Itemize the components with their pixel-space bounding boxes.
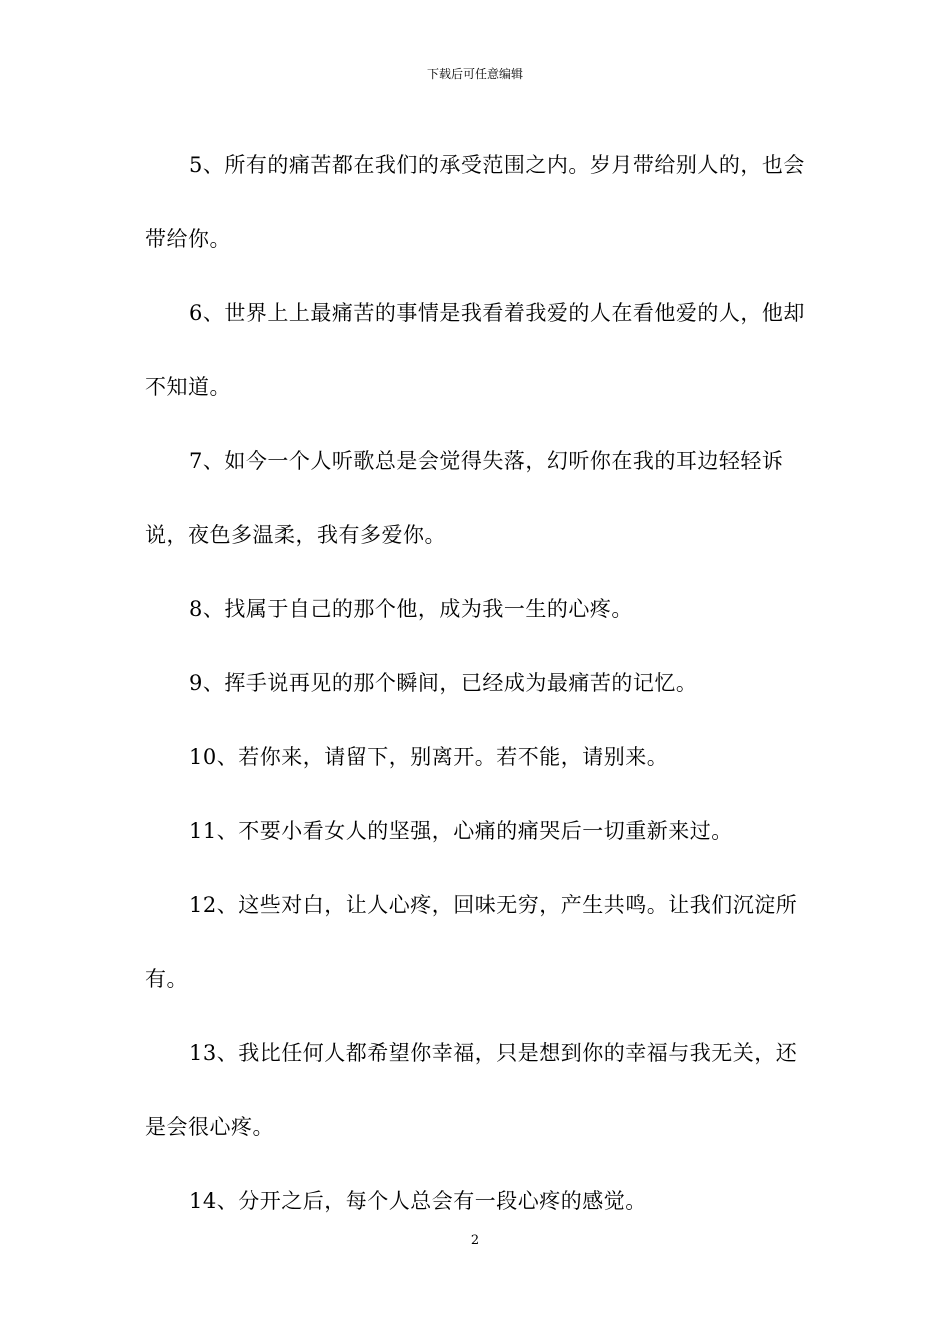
- paragraph-8: 8、找属于自己的那个他，成为我一生的心疼。: [189, 597, 633, 621]
- paragraph-14: 14、分开之后，每个人总会有一段心疼的感觉。: [189, 1189, 647, 1213]
- paragraph-7: 7、如今一个人听歌总是会觉得失落，幻听你在我的耳边轻轻诉说，夜色多温柔，我有多爱你。: [145, 449, 784, 547]
- paragraph-11: 11、不要小看女人的坚强，心痛的痛哭后一切重新来过。: [189, 819, 733, 843]
- paragraph-12: 12、这些对白，让人心疼，回味无穷，产生共鸣。让我们沉淀所有。: [145, 893, 798, 991]
- document-body: [145, 128, 810, 1238]
- paragraph-6: 6、世界上上最痛苦的事情是我看着我爱的人在看他爱的人，他却不知道。: [145, 301, 805, 399]
- paragraph-9: 9、挥手说再见的那个瞬间，已经成为最痛苦的记忆。: [189, 671, 698, 695]
- page-header: 下载后可任意编辑: [426, 67, 523, 81]
- paragraph-5: 5、所有的痛苦都在我们的承受范围之内。岁月带给别人的，也会带给你。: [145, 153, 805, 251]
- page-number: 2: [470, 1233, 480, 1248]
- paragraph-13: 13、我比任何人都希望你幸福，只是想到你的幸福与我无关，还是会很心疼。: [145, 1041, 798, 1139]
- paragraph-10: 10、若你来，请留下，别离开。若不能，请别来。: [189, 745, 669, 769]
